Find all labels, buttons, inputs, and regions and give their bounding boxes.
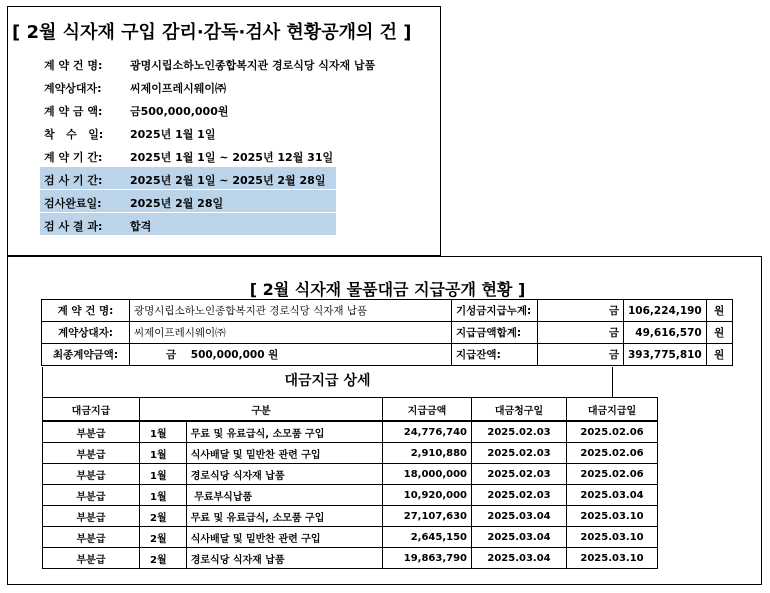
table-row: [43, 421, 658, 443]
month-cell: 1월: [140, 443, 187, 464]
month-cell: 2월: [140, 527, 187, 548]
month-cell: 1월: [140, 485, 187, 506]
info-value: 2025년 1월 1일: [130, 128, 216, 141]
payment-type-cell: 부분급: [43, 485, 140, 506]
payment-detail-table: [42, 397, 658, 569]
table-row: [43, 464, 658, 485]
item-cell: 식사배달 및 밑반찬 관련 구입: [186, 443, 382, 464]
paid-total-label: 지급금액합계:: [452, 322, 538, 344]
cumulative-unit: 원: [706, 300, 732, 322]
payment-type-cell: 부분급: [43, 464, 140, 485]
item-cell: 무료 및 유료급식, 소모품 구입: [186, 506, 382, 527]
info-label: 계 약 건 명:: [44, 59, 103, 72]
month-cell: 1월: [140, 421, 187, 443]
claim-date-cell: 2025.02.03: [472, 421, 567, 443]
claim-date-cell: 2025.03.04: [472, 527, 567, 548]
claim-date-cell: 2025.03.04: [472, 506, 567, 527]
item-cell: 무료 및 유료급식, 소모품 구입: [186, 421, 382, 443]
info-value: 합격: [130, 220, 152, 233]
paid-total-amount: 49,616,570: [624, 322, 707, 344]
cumulative-label: 기성금지급누계:: [452, 300, 538, 322]
col-header-amount: 지급금액: [383, 398, 472, 422]
amount-cell: 2,645,150: [383, 527, 472, 548]
claim-date-cell: 2025.02.03: [472, 464, 567, 485]
paid-date-cell: 2025.03.10: [567, 506, 658, 527]
col-header-claim-date: 대금청구일: [472, 398, 567, 422]
amount-cell: 2,910,880: [383, 443, 472, 464]
payment-disclosure-title: [ 2월 식자재 물품대금 지급공개 현황 ]: [249, 280, 526, 299]
payment-type-cell: 부분급: [43, 548, 140, 569]
claim-date-cell: 2025.02.03: [472, 485, 567, 506]
amount-cell: 10,920,000: [383, 485, 472, 506]
amount-cell: 27,107,630: [383, 506, 472, 527]
table-row: [43, 506, 658, 527]
info-label: 검사완료일:: [44, 197, 102, 210]
contract-name-label: 계 약 건 명:: [42, 300, 130, 322]
info-row: [40, 213, 336, 235]
info-label: 계 약 기 간:: [44, 151, 103, 164]
summary-row-final: [42, 344, 733, 366]
paid-date-cell: 2025.03.10: [567, 548, 658, 569]
payment-type-cell: 부분급: [43, 527, 140, 548]
info-value: 2025년 2월 28일: [130, 197, 224, 210]
col-header-category: 구분: [140, 398, 383, 422]
partner-value: 씨제이프레시웨이㈜: [130, 322, 452, 344]
cumulative-amount: 106,224,190: [624, 300, 707, 322]
paid-total-unit: 원: [706, 322, 732, 344]
month-cell: 2월: [140, 506, 187, 527]
info-value: 금500,000,000원: [130, 105, 229, 118]
partner-label: 계약상대자:: [42, 322, 130, 344]
info-label: 계약상대자:: [44, 82, 102, 95]
month-cell: 2월: [140, 548, 187, 569]
balance-label: 지급잔액:: [452, 344, 538, 366]
paid-date-cell: 2025.02.06: [567, 464, 658, 485]
inspection-notice-box: [7, 6, 441, 256]
cumulative-prefix: 금: [538, 300, 624, 322]
claim-date-cell: 2025.03.04: [472, 548, 567, 569]
paid-date-cell: 2025.03.04: [567, 485, 658, 506]
paid-date-cell: 2025.02.06: [567, 421, 658, 443]
amount-cell: 18,000,000: [383, 464, 472, 485]
final-amount-value: 금 500,000,000 원: [130, 344, 452, 366]
info-label: 착 수 일:: [44, 128, 104, 141]
info-value: 2025년 2월 1일 ~ 2025년 2월 28일: [130, 174, 326, 187]
payment-detail-title: 대금지급 상세: [42, 367, 613, 397]
info-value: 광명시립소하노인종합복지관 경로식당 식자재 납품: [130, 59, 376, 72]
info-row: [40, 167, 336, 189]
paid-date-cell: 2025.02.06: [567, 443, 658, 464]
payment-type-cell: 부분급: [43, 506, 140, 527]
inspection-notice-title: [ 2월 식자재 구입 감리·감독·검사 현황공개의 건 ]: [12, 22, 412, 43]
claim-date-cell: 2025.02.03: [472, 443, 567, 464]
info-label: 계 약 금 액:: [44, 105, 103, 118]
item-cell: 경로식당 식자재 납품: [186, 464, 382, 485]
item-cell: 식사배달 및 밑반찬 관련 구입: [186, 527, 382, 548]
summary-row-contract: [42, 300, 733, 322]
balance-prefix: 금: [538, 344, 624, 366]
col-header-payment-type: 대금지급: [43, 398, 140, 422]
paid-date-cell: 2025.03.10: [567, 527, 658, 548]
col-header-paid-date: 대금지급일: [567, 398, 658, 422]
detail-header-row: [43, 398, 658, 422]
info-label: 검 사 결 과:: [44, 220, 103, 233]
payment-summary-table: [41, 299, 733, 366]
month-cell: 1월: [140, 464, 187, 485]
info-label: 검 사 기 간:: [44, 174, 103, 187]
payment-type-cell: 부분급: [43, 421, 140, 443]
summary-row-partner: [42, 322, 733, 344]
balance-amount: 393,775,810: [624, 344, 707, 366]
info-value: 씨제이프레시웨이㈜: [130, 82, 227, 95]
table-row: [43, 527, 658, 548]
info-row: [40, 190, 336, 212]
detail-body: [43, 421, 658, 569]
payment-disclosure-box: [7, 256, 762, 585]
paid-total-prefix: 금: [538, 322, 624, 344]
table-row: [43, 485, 658, 506]
contract-name-value: 광명시립소하노인종합복지관 경로식당 식자재 납품: [130, 300, 452, 322]
table-row: [43, 548, 658, 569]
table-row: [43, 443, 658, 464]
item-cell: 경로식당 식자재 납품: [186, 548, 382, 569]
payment-type-cell: 부분급: [43, 443, 140, 464]
amount-cell: 19,863,790: [383, 548, 472, 569]
amount-cell: 24,776,740: [383, 421, 472, 443]
info-value: 2025년 1월 1일 ~ 2025년 12월 31일: [130, 151, 334, 164]
balance-unit: 원: [706, 344, 732, 366]
final-amount-label: 최종계약금액:: [42, 344, 130, 366]
item-cell: 무료부식납품: [186, 485, 382, 506]
